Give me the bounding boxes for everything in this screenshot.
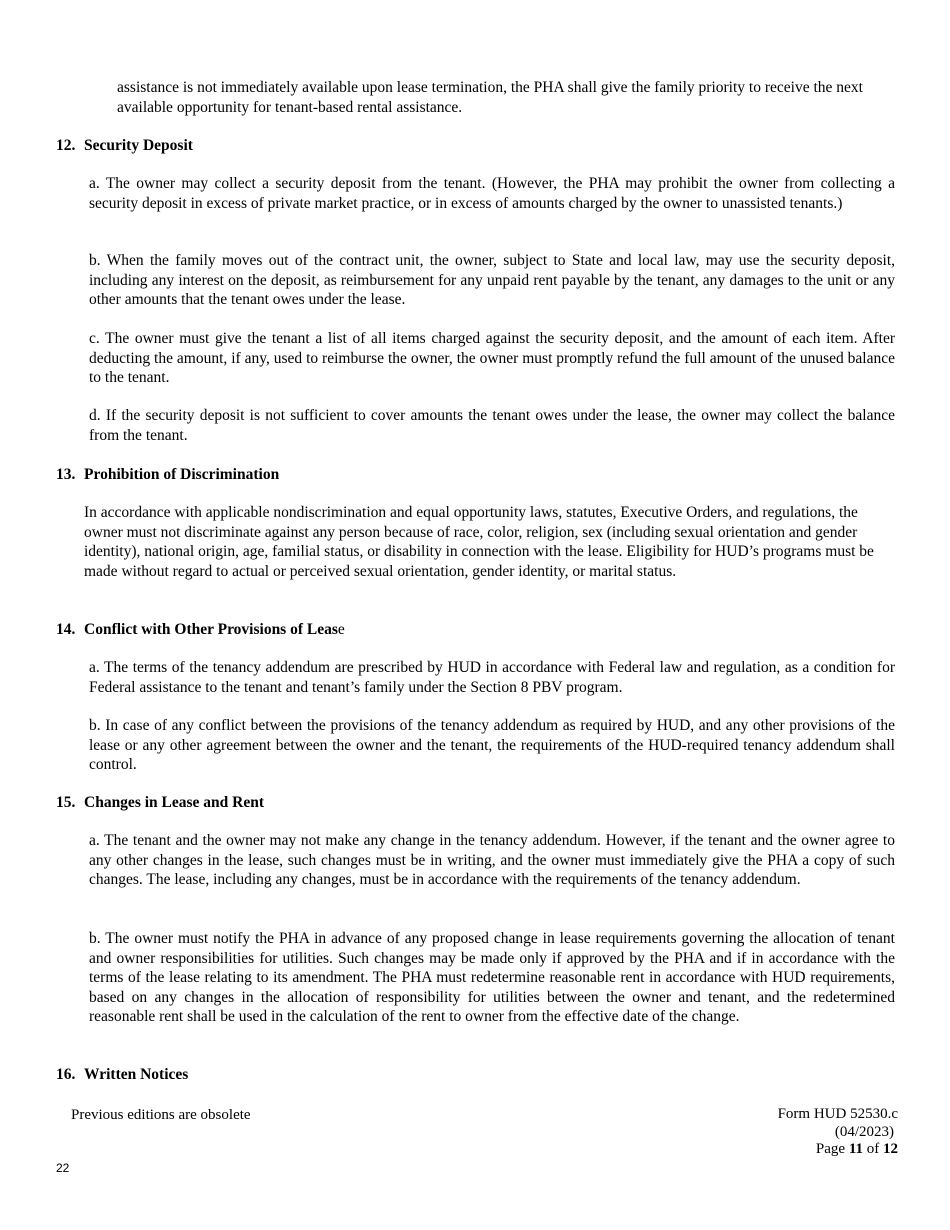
section-title: Changes in Lease and Rent <box>84 794 264 811</box>
page-current: 11 <box>848 1141 863 1157</box>
section-15-para-b: b. The owner must notify the PHA in advance of any proposed change in lease requirements governing the allocation of tenant and owner responsibilities for utilities. Such changes may be made only if approved by the PHA and if in accordance with the terms of the lease relating to its amendment. The PHA must redetermine reasonable rent in accordance with HUD requirements, based on any changes in the allocation of responsibility for utilities between the owner and tenant, and the redetermined reasonable rent shall be used in the calculation of the rent to owner from the effective date of the change. <box>89 930 895 1025</box>
section-number: 13. <box>56 466 76 483</box>
section-13-heading <box>56 465 279 485</box>
section-number: 16. <box>56 1066 76 1083</box>
section-13-para: In accordance with applicable nondiscrimination and equal opportunity laws, statutes, Executive Orders, and regulations, the owner must not discriminate against any person because of race, color, religion, sex (including sexual orientation and gender identity), national origin, age, familial status, or disability in connection with the lease. Eligibility for HUD’s programs must be made without regard to actual or perceived sexual orientation, gender identity, or marital status. <box>84 504 874 580</box>
footer-form-info <box>700 1106 898 1159</box>
section-title: Conflict with Other Provisions of Leas <box>84 621 338 638</box>
section-14-para-b: b. In case of any conflict between the provisions of the tenancy addendum as required by HUD, and any other provisions of the lease or any other agreement between the owner and the tenant, the requirements of the HUD-required tenancy addendum shall control. <box>89 717 895 773</box>
section-title-tail: e <box>337 621 345 638</box>
continuation-paragraph: assistance is not immediately available upon lease termination, the PHA shall give the family priority to receive the next available opportunity for tenant-based rental assistance. <box>117 79 863 116</box>
section-16-heading <box>56 1065 188 1085</box>
section-14-para-a: a. The terms of the tenancy addendum are prescribed by HUD in accordance with Federal law and regulation, as a condition for Federal assistance to the tenant and tenant’s family under the Section 8 PBV program. <box>89 659 895 696</box>
page-of: of <box>866 1141 880 1157</box>
section-title: Security Deposit <box>84 137 193 154</box>
section-12-para-c: c. The owner must give the tenant a list of all items charged against the security deposit, and the amount of each item. After deducting the amount, if any, used to reimburse the owner, the owner must promptly refund the full amount of the unused balance to the tenant. <box>89 330 895 386</box>
section-12-para-b: b. When the family moves out of the contract unit, the owner, subject to State and local law, may use the security deposit, including any interest on the deposit, as reimbursement for any unpaid rent payable by the tenant, any damages to the unit or any other amounts that the tenant owes under the lease. <box>89 252 895 308</box>
section-title: Written Notices <box>84 1066 189 1083</box>
form-number: Form HUD 52530.c <box>777 1106 898 1122</box>
section-14-heading <box>56 620 345 640</box>
section-title: Prohibition of Discrimination <box>84 466 280 483</box>
page-label: Page <box>815 1141 846 1157</box>
page-total: 12 <box>883 1141 898 1157</box>
section-number: 15. <box>56 794 76 811</box>
section-number: 14. <box>56 621 76 638</box>
form-date: (04/2023) <box>834 1123 894 1140</box>
section-12-heading <box>56 136 193 156</box>
page-number: 22 <box>56 1161 70 1175</box>
section-number: 12. <box>56 137 76 154</box>
footer-obsolete-note: Previous editions are obsolete <box>71 1107 251 1123</box>
section-15-heading <box>56 793 264 813</box>
section-15-para-a: a. The tenant and the owner may not make any change in the tenancy addendum. However, if the tenant and the owner agree to any other changes in the lease, such changes must be in writing, and the owner must immediately give the PHA a copy of such changes. The lease, including any changes, must be in accordance with the requirements of the tenancy addendum. <box>89 832 895 888</box>
section-12-para-d: d. If the security deposit is not sufficient to cover amounts the tenant owes under the lease, the owner may collect the balance from the tenant. <box>89 407 895 444</box>
section-12-para-a: a. The owner may collect a security deposit from the tenant. (However, the PHA may prohibit the owner from collecting a security deposit in excess of private market practice, or in excess of amounts charged by the owner to unassisted tenants.) <box>89 175 895 212</box>
page-indicator <box>700 1141 898 1159</box>
